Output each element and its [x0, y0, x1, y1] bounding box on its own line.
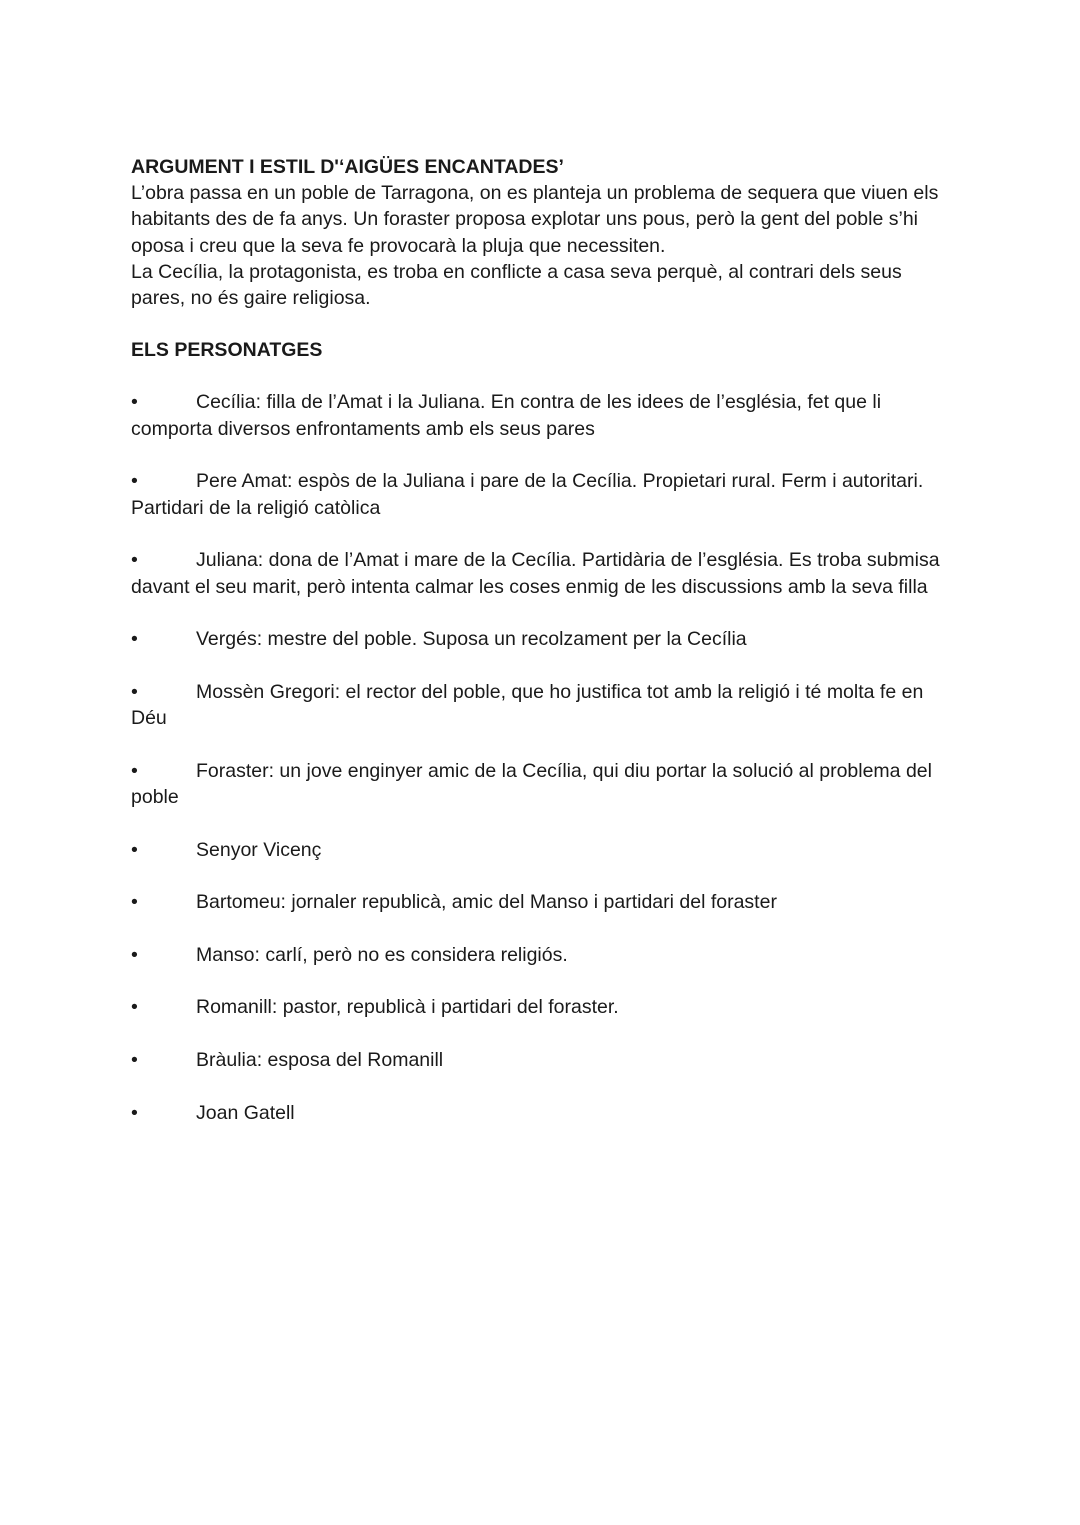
list-item — [131, 626, 961, 652]
list-item-text: Romanill: pastor, republicà i partidari del foraster. — [196, 996, 619, 1019]
list-item — [131, 942, 961, 968]
list-item — [131, 1100, 961, 1126]
bullet-icon: • — [131, 996, 138, 1019]
bullet-icon: • — [131, 391, 138, 414]
bullet-icon: • — [131, 628, 138, 651]
bullet-icon: • — [131, 470, 138, 493]
bullet-icon: • — [131, 943, 138, 966]
list-item-text: Senyor Vicenç — [196, 838, 322, 861]
bullet-icon: • — [131, 549, 138, 572]
list-item — [131, 389, 961, 442]
list-item — [131, 994, 961, 1020]
bullet-icon: • — [131, 759, 138, 782]
bullet-icon: • — [131, 1101, 138, 1124]
characters-heading: ELS PERSONATGES — [131, 339, 323, 362]
intro-paragraph-2: La Cecília, la protagonista, es troba en conflicte a casa seva perquè, al contrari dels seus pares, no és gaire religiosa. — [131, 260, 902, 310]
list-item-text: Manso: carlí, però no es considera religiós. — [196, 943, 568, 966]
list-item-text: Mossèn Gregori: el rector del poble, que ho justifica tot amb la religió i té molta fe en Déu — [131, 680, 924, 730]
list-item — [131, 468, 961, 521]
list-item — [131, 758, 961, 811]
intro-paragraph-1: L’obra passa en un poble de Tarragona, on es planteja un problema de sequera que viuen els habitants des de fa anys. Un foraster proposa explotar uns pous, però la gent del poble s’hi oposa i creu que la seva fe provocarà la pluja que necessiten. — [131, 182, 939, 257]
bullet-icon: • — [131, 838, 138, 861]
list-item-text: Joan Gatell — [196, 1101, 295, 1124]
bullet-icon: • — [131, 680, 138, 703]
list-item-text: Juliana: dona de l’Amat i mare de la Cecília. Partidària de l’església. Es troba submisa davant el seu marit, però intenta calmar les coses enmig de les discussions amb la seva filla — [131, 549, 940, 598]
list-item — [131, 1047, 961, 1073]
bullet-icon: • — [131, 1048, 138, 1071]
list-item — [131, 547, 961, 600]
list-item — [131, 679, 961, 732]
list-item — [131, 889, 961, 915]
bullet-icon: • — [131, 891, 138, 914]
characters-list — [131, 389, 961, 1125]
list-item-text: Pere Amat: espòs de la Juliana i pare de la Cecília. Propietari rural. Ferm i autoritari. Partidari de la religió catòlica — [131, 470, 924, 519]
list-item-text: Bartomeu: jornaler republicà, amic del Manso i partidari del foraster — [196, 891, 777, 914]
document-page — [131, 154, 961, 1152]
list-item — [131, 837, 961, 863]
list-item-text: Vergés: mestre del poble. Suposa un recolzament per la Cecília — [196, 628, 747, 651]
list-item-text: Bràulia: esposa del Romanill — [196, 1048, 444, 1071]
document-title: ARGUMENT I ESTIL D'‘AIGÜES ENCANTADES’ — [131, 156, 564, 178]
list-item-text: Cecília: filla de l’Amat i la Juliana. En contra de les idees de l’església, fet que li comporta diversos enfrontaments amb els seus pares — [131, 391, 882, 440]
list-item-text: Foraster: un jove enginyer amic de la Cecília, qui diu portar la solució al problema del poble — [131, 759, 932, 808]
